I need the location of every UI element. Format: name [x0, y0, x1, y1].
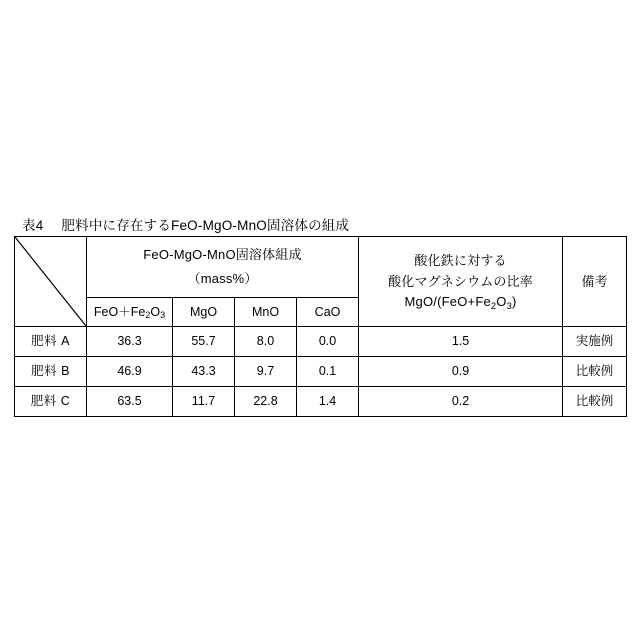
subheader-cao: CaO: [297, 298, 359, 327]
diagonal-line-icon: [15, 237, 86, 326]
ratio-header-line2: 酸化マグネシウムの比率: [388, 273, 534, 289]
cell-mgo: 55.7: [173, 327, 235, 357]
ratio-header-line3: MgO/$(FeO+Fe_2O_3)$: [404, 294, 517, 311]
ratio-header: [359, 237, 563, 327]
cell-mno: 8.0: [235, 327, 297, 357]
row-label: 肥料 A: [15, 327, 87, 357]
row-label: 肥料 B: [15, 357, 87, 387]
cell-feo-fe2o3: 63.5: [87, 387, 173, 417]
cell-ratio: 0.9: [359, 357, 563, 387]
cell-mgo: 43.3: [173, 357, 235, 387]
ratio-header-line1: 酸化鉄に対する: [414, 253, 507, 269]
composition-table: [14, 236, 627, 417]
cell-ratio: 1.5: [359, 327, 563, 357]
subheader-mgo: MgO: [173, 298, 235, 327]
cell-cao: 1.4: [297, 387, 359, 417]
table-row: [15, 387, 627, 417]
group-header-line1: FeO-MgO-MnO固溶体組成: [143, 247, 302, 263]
table-row: [15, 357, 627, 387]
cell-cao: 0.1: [297, 357, 359, 387]
cell-mno: 22.8: [235, 387, 297, 417]
subheader-mno: MnO: [235, 298, 297, 327]
corner-diagonal-cell: [15, 237, 87, 327]
row-label: 肥料 C: [15, 387, 87, 417]
subheader-feo-fe2o3: $FeO+Fe_2O_3$: [87, 298, 173, 327]
note-header: 備考: [563, 237, 627, 327]
cell-mgo: 11.7: [173, 387, 235, 417]
table-caption-label: 表4: [22, 218, 44, 233]
cell-cao: 0.0: [297, 327, 359, 357]
table-caption-text: 肥料中に存在するFeO-MgO-MnO固溶体の組成: [61, 218, 350, 233]
table-header-row-top: [15, 237, 627, 298]
cell-feo-fe2o3: 46.9: [87, 357, 173, 387]
cell-note: 比較例: [563, 357, 627, 387]
table-caption: [22, 214, 349, 234]
cell-mno: 9.7: [235, 357, 297, 387]
cell-note: 比較例: [563, 387, 627, 417]
table-row: [15, 327, 627, 357]
cell-ratio: 0.2: [359, 387, 563, 417]
group-header-line2: （mass%）: [187, 271, 258, 286]
cell-feo-fe2o3: 36.3: [87, 327, 173, 357]
cell-note: 実施例: [563, 327, 627, 357]
group-header-composition: [87, 237, 359, 298]
